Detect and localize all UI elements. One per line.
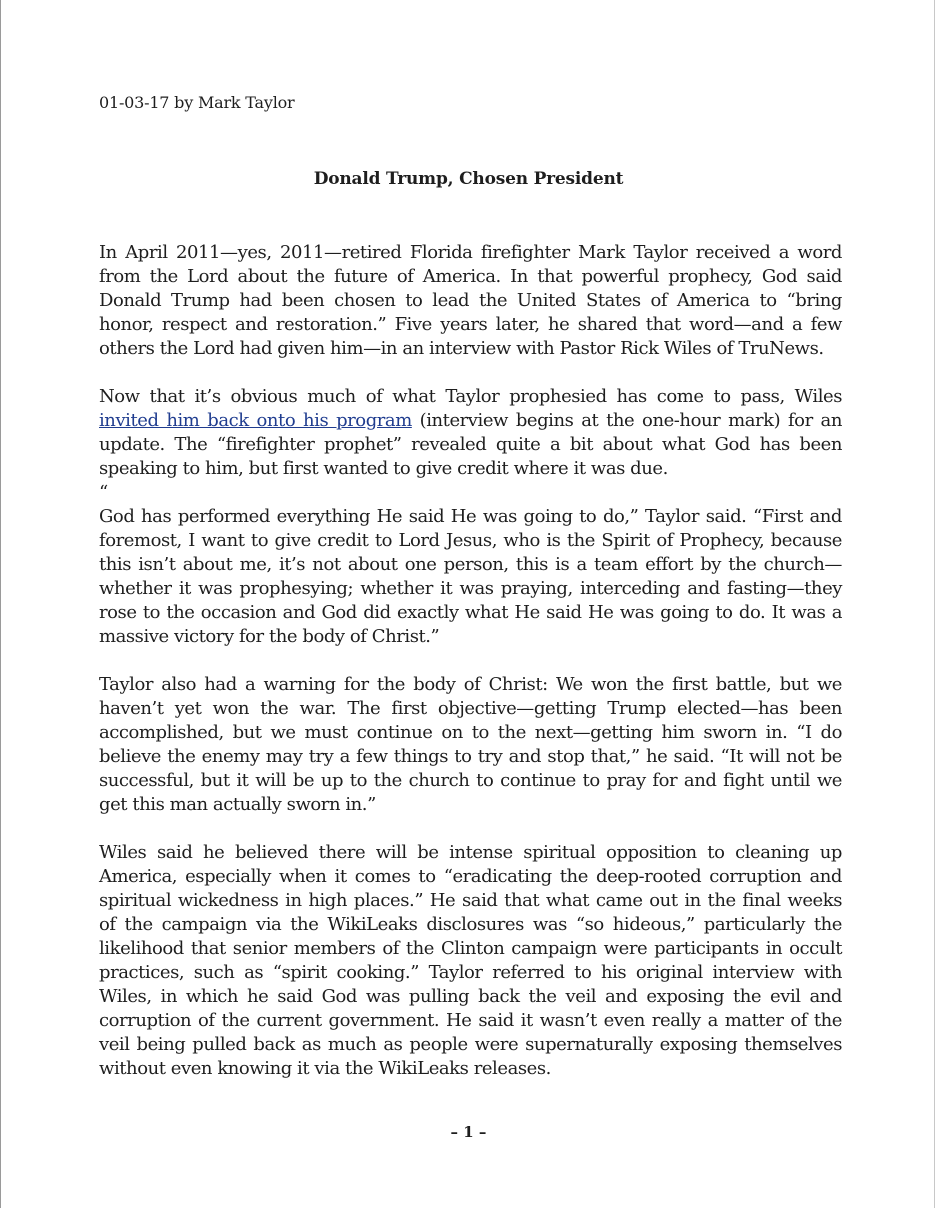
paragraph-2-text-start: Now that it’s obvious much of what Taylor prophesied has come to pass, Wiles	[99, 386, 842, 407]
page-number: – 1 –	[450, 1123, 487, 1141]
paragraph-spacer	[99, 817, 842, 841]
paragraph-5: Wiles said he believed there will be intense spiritual opposition to cleaning up America, especially when it comes to “eradicating the deep-rooted corruption and spiritual wickedness in high places.” He said that what came out in the final weeks of the campaign via the WikiLeaks disclosures was “so hideous,” particularly the likelihood that senior members of the Clinton campaign were participants in occult practices, such as “spirit cooking.” Taylor referred to his original interview with Wiles, in which he said God was pulling back the veil and exposing the evil and corruption of the current government. He said it wasn’t even really a matter of the veil being pulled back as much as people were supernaturally exposing themselves without even knowing it via the WikiLeaks releases.	[99, 842, 842, 1079]
paragraph-2	[99, 385, 842, 481]
paragraph-2-text-end: (interview begins at the one-hour mark) for an update. The “firefighter prophet” revealed quite a bit about what God has been speaking to him, but first wanted to give credit where it was due.	[99, 410, 842, 479]
paragraph-spacer	[99, 361, 842, 385]
paragraph-1: In April 2011—yes, 2011—retired Florida firefighter Mark Taylor received a word from the Lord about the future of America. In that powerful prophecy, God said Donald Trump had been chosen to lead the United States of America to “bring honor, respect and restoration.” Five years later, he shared that word—and a few others the Lord had given him—in an interview with Pastor Rick Wiles of TruNews.	[99, 242, 842, 359]
paragraph-4: Taylor also had a warning for the body of Christ: We won the first battle, but we haven’t yet won the war. The first objective—getting Trump elected—has been accomplished, but we must continue on to the next—getting him sworn in. “I do believe the enemy may try a few things to try and stop that,” he said. “It will not be successful, but it will be up to the church to continue to pray for and fight until we get this man actually sworn in.”	[99, 674, 842, 815]
opening-quote-mark: “	[99, 482, 109, 503]
article-title: Donald Trump, Chosen President	[313, 169, 624, 189]
paragraph-3: God has performed everything He said He was going to do,” Taylor said. “First and foremost, I want to give credit to Lord Jesus, who is the Spirit of Prophecy, because this isn’t about me, it’s not about one person, this is a team effort by the church—whether it was prophesying; whether it was praying, interceding and fasting—they rose to the occasion and God did exactly what He said He was going to do. It was a massive victory for the body of Christ.”	[99, 506, 842, 647]
invited-program-link[interactable]: invited him back onto his program	[99, 410, 412, 431]
article-body	[99, 241, 842, 1081]
article-byline: 01-03-17 by Mark Taylor	[99, 93, 295, 112]
paragraph-spacer	[99, 649, 842, 673]
